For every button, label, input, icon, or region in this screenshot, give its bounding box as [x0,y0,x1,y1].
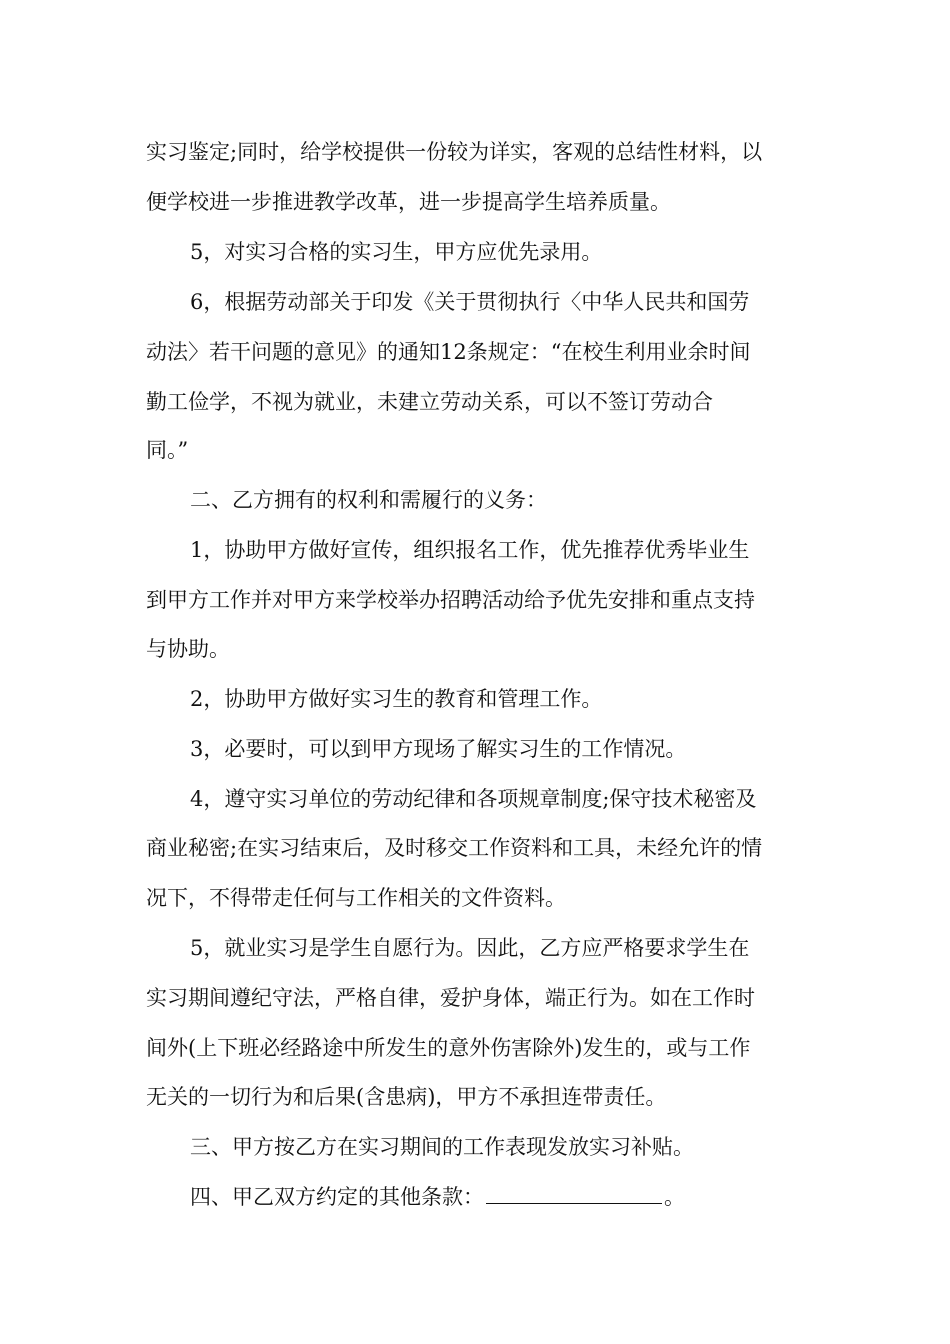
section-heading: 三、甲方按乙方在实习期间的工作表现发放实习补贴。 [190,1135,694,1159]
text-line: 便学校进一步推进教学改革，进一步提高学生培养质量。 [146,190,671,214]
text-line: 4，遵守实习单位的劳动纪律和各项规章制度;保守技术秘密及 [190,787,757,811]
text-line: 实习鉴定;同时，给学校提供一份较为详实，客观的总结性材料，以 [146,140,763,164]
text-line: 1，协助甲方做好宣传，组织报名工作，优先推荐优秀毕业生 [190,538,750,562]
text-line: 同。” [146,438,189,462]
text-line: 5，就业实习是学生自愿行为。因此，乙方应严格要求学生在 [190,936,750,960]
text-line: 与协助。 [146,637,230,661]
text-line: 实习期间遵纪守法，严格自律，爱护身体，端正行为。如在工作时 [146,986,755,1010]
text-line: 6，根据劳动部关于印发《关于贯彻执行〈中华人民共和国劳 [190,290,750,314]
text-line: 5，对实习合格的实习生，甲方应优先录用。 [190,240,603,264]
text-line: 间外(上下班必经路途中所发生的意外伤害除外)发生的，或与工作 [146,1036,751,1060]
text-line: 动法〉若干问题的意见》的通知12条规定：“在校生利用业余时间 [146,340,751,364]
section-heading-with-blank [190,1183,854,1211]
text-line: 况下，不得带走任何与工作相关的文件资料。 [146,886,566,910]
final-clause-suffix: 。 [664,1185,685,1209]
text-line: 2，协助甲方做好实习生的教育和管理工作。 [190,687,603,711]
final-clause-label: 四、甲乙双方约定的其他条款： [190,1185,484,1209]
section-heading: 二、乙方拥有的权利和需履行的义务： [190,488,547,512]
text-line: 商业秘密;在实习结束后，及时移交工作资料和工具，未经允许的情 [146,836,763,860]
text-line: 到甲方工作并对甲方来学校举办招聘活动给予优先安排和重点支持 [146,588,755,612]
fill-in-blank [486,1183,662,1204]
text-line: 3，必要时，可以到甲方现场了解实习生的工作情况。 [190,737,687,761]
text-line: 无关的一切行为和后果(含患病)，甲方不承担连带责任。 [146,1085,667,1109]
text-line: 勤工俭学，不视为就业，未建立劳动关系，可以不签订劳动合 [146,390,713,414]
